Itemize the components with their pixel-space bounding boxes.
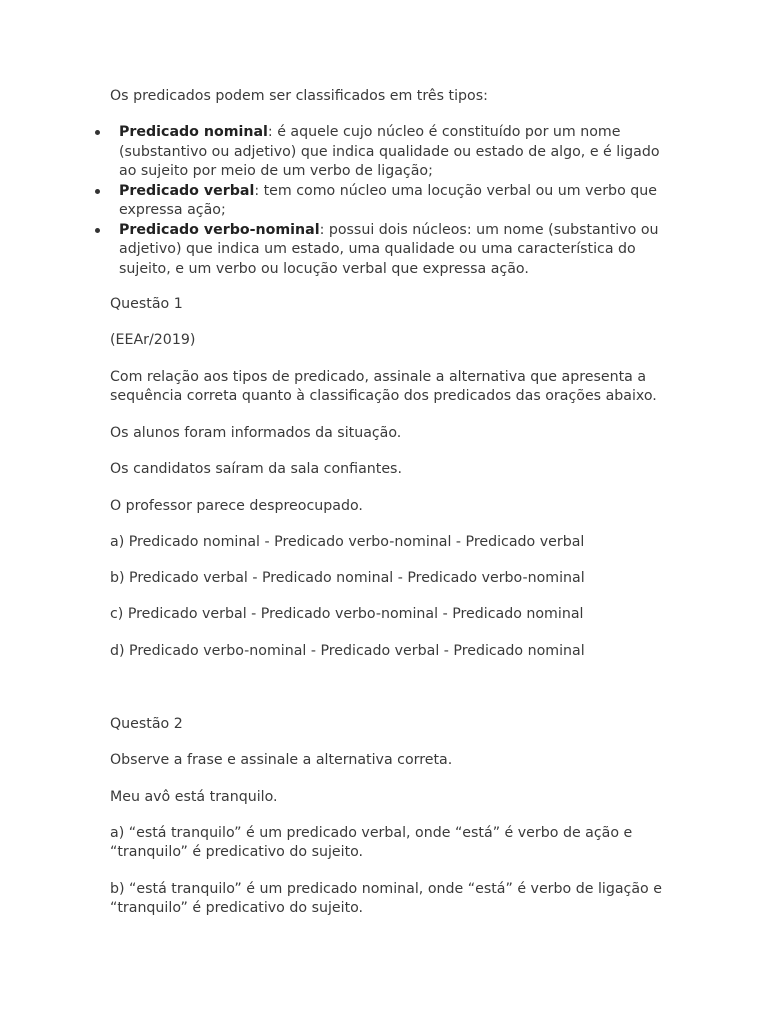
sentence-2: Os candidatos saíram da sala confiantes. <box>110 461 402 477</box>
predicate-types-list <box>0 123 679 279</box>
list-item <box>0 182 679 221</box>
question-2-sentence: Meu avô está tranquilo. <box>110 789 278 805</box>
sentence-1: Os alunos foram informados da situação. <box>110 425 402 441</box>
q2-option-a-line-2: “tranquilo” é predicativo do sujeito. <box>110 844 364 860</box>
q1-option-a: a) Predicado nominal - Predicado verbo-nominal - Predicado verbal <box>110 534 585 550</box>
q1-option-d: d) Predicado verbo-nominal - Predicado verbal - Predicado nominal <box>110 643 585 659</box>
question-1-title: Questão 1 <box>110 296 183 312</box>
bullet-icon <box>95 228 100 233</box>
q2-option-a-line-1: a) “está tranquilo” é um predicado verbal, onde “está” é verbo de ação e <box>110 825 633 841</box>
question-2-prompt: Observe a frase e assinale a alternativa correta. <box>110 752 453 768</box>
question-1-prompt-line-1: Com relação aos tipos de predicado, assinale a alternativa que apresenta a <box>110 369 647 385</box>
q2-option-b-line-2: “tranquilo” é predicativo do sujeito. <box>110 900 364 916</box>
term-nominal: Predicado nominal <box>119 124 268 140</box>
q1-option-b: b) Predicado verbal - Predicado nominal - Predicado verbo-nominal <box>110 570 585 586</box>
q1-option-c: c) Predicado verbal - Predicado verbo-nominal - Predicado nominal <box>110 606 584 622</box>
term-verbal: Predicado verbal <box>119 182 255 199</box>
term-verbo-nominal-description: : possui dois núcleos: um nome (substantivo ou adjetivo) que indica um estado, uma qualidade ou uma característica do sujeito, e um verbo ou locução verbal que expressa ação. <box>119 221 659 277</box>
question-2-title: Questão 2 <box>110 716 183 732</box>
bullet-icon <box>95 130 100 135</box>
term-verbo-nominal: Predicado verbo-nominal <box>119 221 320 238</box>
intro-text: Os predicados podem ser classificados em três tipos: <box>110 88 488 104</box>
list-item <box>0 221 679 280</box>
term-nominal-description: : é aquele cujo núcleo é constituído por um nome (substantivo ou adjetivo) que indica qualidade ou estado de algo, e é ligado ao sujeito por meio de um verbo de ligação; <box>119 124 660 179</box>
bullet-icon <box>95 189 100 194</box>
question-1-source: (EEAr/2019) <box>110 332 196 348</box>
sentence-3: O professor parece despreocupado. <box>110 498 363 514</box>
term-verbal-description: : tem como núcleo uma locução verbal ou um verbo que expressa ação; <box>119 182 657 218</box>
question-1-prompt-line-2: sequência correta quanto à classificação dos predicados das orações abaixo. <box>110 388 657 404</box>
list-item <box>0 123 679 182</box>
q2-option-b-line-1: b) “está tranquilo” é um predicado nominal, onde “está” é verbo de ligação e <box>110 881 662 897</box>
